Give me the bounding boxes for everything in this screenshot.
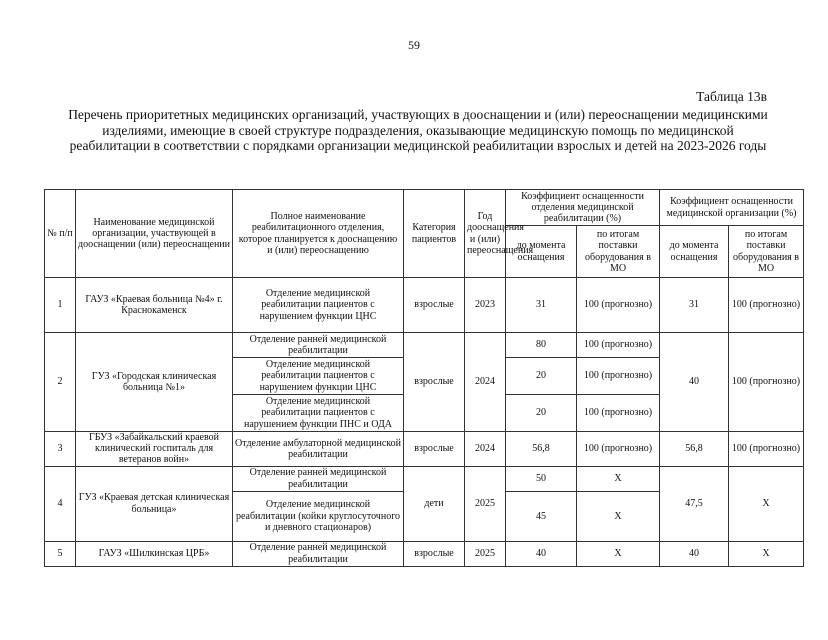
page-number: 59 (408, 38, 420, 52)
cell-dept: Отделение медицинской реабилитации (койки круглосуточного и дневного стационаров) (233, 491, 404, 541)
header-dept: Полное наименование реабилитационного отделения, которое планируется к дооснащению и (или) переоснащению (233, 190, 404, 278)
cell-category: дети (404, 466, 465, 541)
cell-dept: Отделение ранней медицинской реабилитации (233, 333, 404, 358)
cell-num: 5 (45, 541, 76, 566)
cell-dept: Отделение ранней медицинской реабилитации (233, 541, 404, 566)
cell-num: 1 (45, 278, 76, 333)
cell-category: взрослые (404, 333, 465, 432)
cell-org-after: 100 (прогнозно) (729, 278, 804, 333)
cell-dept-before: 20 (506, 358, 577, 395)
cell-dept-after: 100 (прогнозно) (577, 358, 660, 395)
cell-category: взрослые (404, 432, 465, 467)
cell-year: 2025 (465, 466, 506, 541)
cell-year: 2024 (465, 333, 506, 432)
table-label: Таблица 13в (696, 89, 767, 104)
header-row-1 (45, 190, 804, 226)
cell-org-before: 40 (660, 541, 729, 566)
cell-dept: Отделение амбулаторной медицинской реабилитации (233, 432, 404, 467)
cell-dept-before: 80 (506, 333, 577, 358)
cell-org: ГБУЗ «Забайкальский краевой клинический госпиталь для ветеранов войн» (76, 432, 233, 467)
cell-dept-after: 100 (прогнозно) (577, 432, 660, 467)
header-dept-coef: Коэффициент оснащенности отделения медицинской реабилитации (%) (506, 190, 660, 226)
cell-org-after: 100 (прогнозно) (729, 333, 804, 432)
cell-org-before: 47,5 (660, 466, 729, 541)
cell-dept-after: 100 (прогнозно) (577, 278, 660, 333)
header-before2: до момента оснащения (660, 226, 729, 278)
cell-num: 3 (45, 432, 76, 467)
cell-org-after: 100 (прогнозно) (729, 432, 804, 467)
header-before: до момента оснащения (506, 226, 577, 278)
cell-dept: Отделение медицинской реабилитации пациентов с нарушением функции ПНС и ОДА (233, 395, 404, 432)
cell-num: 4 (45, 466, 76, 541)
header-after-org: по итогам поставки оборудования в МО (729, 226, 804, 278)
header-org-coef: Коэффициент оснащенности медицинской организации (%) (660, 190, 804, 226)
cell-category: взрослые (404, 541, 465, 566)
table-body (45, 278, 804, 567)
cell-dept-before: 31 (506, 278, 577, 333)
cell-dept-before: 50 (506, 466, 577, 491)
table-row (45, 541, 804, 566)
cell-dept-after: X (577, 541, 660, 566)
rehab-organizations-table (44, 189, 804, 567)
cell-dept-after: X (577, 466, 660, 491)
table-row (45, 432, 804, 467)
header-org: Наименование медицинской организации, участвующей в дооснащении (или) переоснащении (76, 190, 233, 278)
cell-dept-before: 40 (506, 541, 577, 566)
header-category: Категория пациентов (404, 190, 465, 278)
cell-org: ГАУЗ «Краевая больница №4» г. Краснокаменск (76, 278, 233, 333)
header-after-dept: по итогам поставки оборудования в МО (577, 226, 660, 278)
cell-org-after: X (729, 541, 804, 566)
cell-dept-after: X (577, 491, 660, 541)
table-row (45, 466, 804, 491)
header-year: Год дооснащения и (или) переоснащения (465, 190, 506, 278)
cell-dept-after: 100 (прогнозно) (577, 333, 660, 358)
table-row (45, 278, 804, 333)
cell-org: ГАУЗ «Шилкинская ЦРБ» (76, 541, 233, 566)
cell-org: ГУЗ «Краевая детская клиническая больница» (76, 466, 233, 541)
cell-org-before: 40 (660, 333, 729, 432)
table-title: Перечень приоритетных медицинских организаций, участвующих в дооснащении и (или) переоснащении медицинскими изделиями, имеющие в своей структуре подразделения, оказывающие медицинскую помощь по медицинской реабилитации в соответствии с порядками организации медицинской реабилитации взрослых и детей на 2023-2026 годы (68, 107, 768, 154)
header-num: № п/п (45, 190, 76, 278)
cell-org-after: X (729, 466, 804, 541)
cell-org-before: 31 (660, 278, 729, 333)
cell-year: 2024 (465, 432, 506, 467)
table-row (45, 333, 804, 358)
cell-year: 2025 (465, 541, 506, 566)
cell-dept: Отделение медицинской реабилитации пациентов с нарушением функции ЦНС (233, 278, 404, 333)
cell-org: ГУЗ «Городская клиническая больница №1» (76, 333, 233, 432)
cell-dept: Отделение медицинской реабилитации пациентов с нарушением функции ЦНС (233, 358, 404, 395)
cell-dept: Отделение ранней медицинской реабилитации (233, 466, 404, 491)
cell-org-before: 56,8 (660, 432, 729, 467)
cell-dept-before: 20 (506, 395, 577, 432)
cell-dept-before: 56,8 (506, 432, 577, 467)
cell-dept-after: 100 (прогнозно) (577, 395, 660, 432)
cell-dept-before: 45 (506, 491, 577, 541)
cell-num: 2 (45, 333, 76, 432)
cell-category: взрослые (404, 278, 465, 333)
cell-year: 2023 (465, 278, 506, 333)
